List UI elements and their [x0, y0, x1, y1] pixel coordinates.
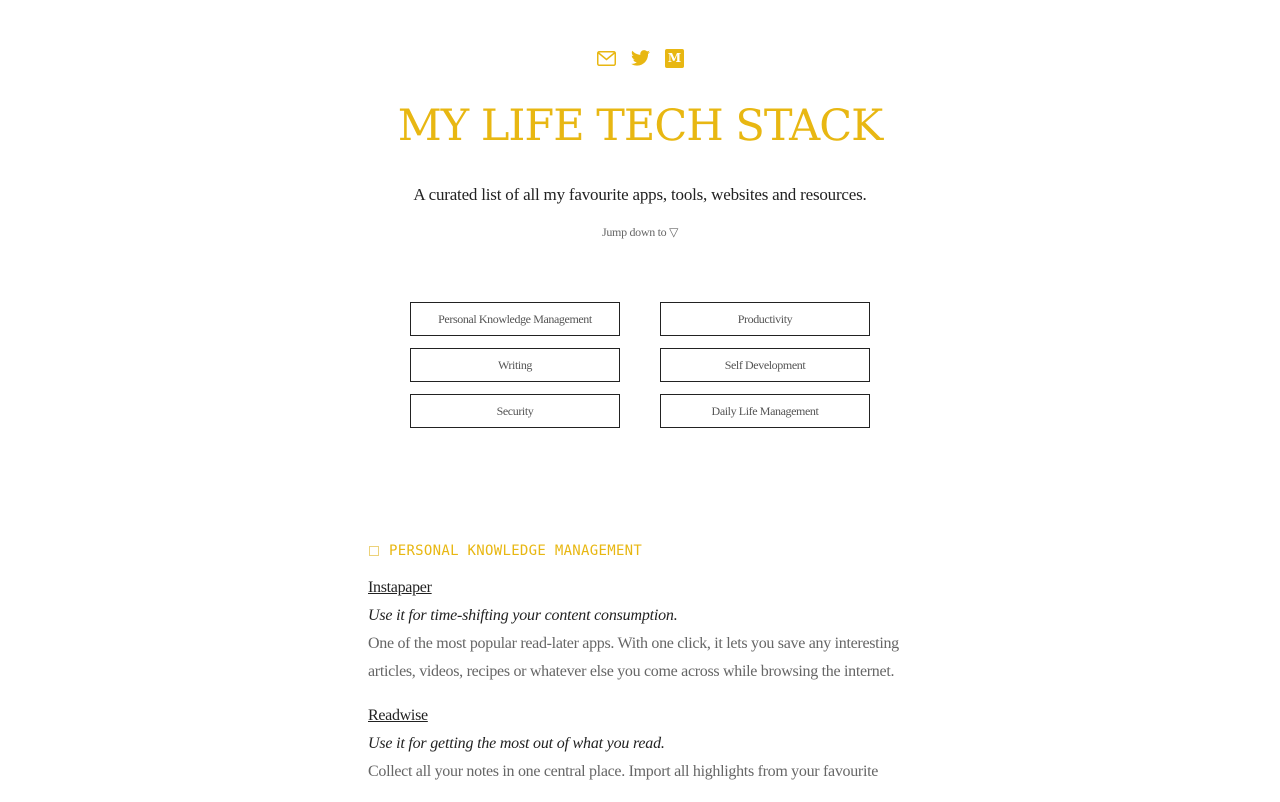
tool-use: Use it for time-shifting your content consumption.	[368, 607, 678, 624]
tool-entry	[368, 574, 913, 686]
category-nav	[410, 302, 870, 428]
twitter-link[interactable]	[630, 47, 650, 69]
section-title: PERSONAL KNOWLEDGE MANAGEMENT	[389, 543, 643, 559]
category-button-productivity[interactable]: Productivity	[660, 302, 870, 336]
email-link[interactable]	[596, 47, 616, 69]
category-button-writing[interactable]: Writing	[410, 348, 620, 382]
square-icon	[369, 546, 379, 556]
tool-description: Collect all your notes in one central place. Import all highlights from your favourite	[368, 763, 879, 780]
twitter-icon	[631, 50, 650, 66]
tool-description: One of the most popular read-later apps. With one click, it lets you save any interesting articles, videos, recipes or whatever else you come across while browsing the internet.	[368, 635, 899, 680]
mail-icon	[597, 51, 616, 66]
medium-link[interactable]	[664, 47, 684, 69]
category-button-security[interactable]: Security	[410, 394, 620, 428]
medium-icon: M	[665, 49, 684, 68]
page-title: MY LIFE TECH STACK	[397, 101, 883, 151]
category-button-daily-life[interactable]: Daily Life Management	[660, 394, 870, 428]
section-pkm	[368, 538, 913, 802]
section-header	[368, 538, 913, 564]
tool-use: Use it for getting the most out of what you read.	[368, 735, 665, 752]
category-button-pkm[interactable]: Personal Knowledge Management	[410, 302, 620, 336]
jump-down-label: Jump down to ▽	[601, 225, 679, 239]
social-links	[0, 47, 1280, 69]
tool-link-readwise[interactable]: Readwise	[368, 707, 428, 724]
tagline: A curated list of all my favourite apps, tools, websites and resources.	[413, 185, 867, 204]
category-button-self-development[interactable]: Self Development	[660, 348, 870, 382]
tool-entry	[368, 702, 913, 786]
tool-link-instapaper[interactable]: Instapaper	[368, 579, 432, 596]
